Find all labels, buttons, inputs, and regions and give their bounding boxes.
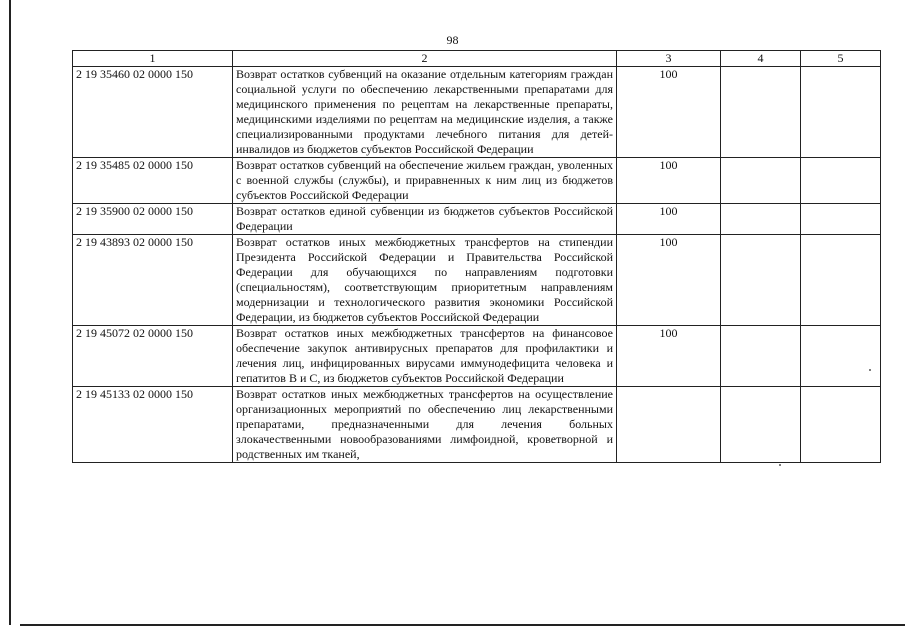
table-row <box>73 204 881 235</box>
row-code: 2 19 35460 02 0000 150 <box>73 67 233 158</box>
table-row <box>73 158 881 204</box>
row-code: 2 19 45072 02 0000 150 <box>73 326 233 387</box>
row-col-5 <box>801 235 881 326</box>
row-col-5 <box>801 158 881 204</box>
row-name: Возврат остатков субвенций на обеспечение жильем граждан, уволенных с военной службы (службы), и приравненных к ним лиц из бюджетов субъектов Российской Федерации <box>233 158 617 204</box>
table-row <box>73 326 881 387</box>
row-name: Возврат остатков иных межбюджетных трансфертов на осуществление организационных мероприятий по обеспечению лиц лекарственными препаратами, предназначенными для лечения больных злокачественными новообразованиями лимфоидной, кроветворной и родственных им тканей, <box>233 387 617 463</box>
column-header-1: 1 <box>73 51 233 67</box>
row-name: Возврат остатков иных межбюджетных трансфертов на финансовое обеспечение закупок антивирусных препаратов для профилактики и лечения лиц, инфицированных вирусами иммунодефицита человека и гепатитов В и С, из бюджетов субъектов Российской Федерации <box>233 326 617 387</box>
table-header-row <box>73 51 881 67</box>
row-col-5 <box>801 67 881 158</box>
table-row <box>73 235 881 326</box>
scan-left-edge-line <box>9 0 11 625</box>
row-col-4 <box>721 235 801 326</box>
row-name: Возврат остатков субвенций на оказание отдельным категориям граждан социальной услуги по обеспечению лекарственными препаратами для медицинского применения по рецептам на лекарственные препараты, медицинскими изделиями по рецептам на медицинские изделия, а также специализированными продуктами лечебного питания для детей-инвалидов из бюджетов субъектов Российской Федерации <box>233 67 617 158</box>
page-number: 98 <box>446 33 459 47</box>
row-col-4 <box>721 67 801 158</box>
scan-speck <box>779 464 781 466</box>
column-header-4: 4 <box>721 51 801 67</box>
row-amount: 100 <box>617 158 721 204</box>
column-header-2: 2 <box>233 51 617 67</box>
row-code: 2 19 43893 02 0000 150 <box>73 235 233 326</box>
row-col-4 <box>721 387 801 463</box>
column-header-3: 3 <box>617 51 721 67</box>
budget-table <box>72 50 881 463</box>
row-amount: 100 <box>617 326 721 387</box>
row-code: 2 19 35900 02 0000 150 <box>73 204 233 235</box>
row-col-4 <box>721 204 801 235</box>
row-amount <box>617 387 721 463</box>
row-col-5 <box>801 387 881 463</box>
table-row <box>73 387 881 463</box>
row-name: Возврат остатков иных межбюджетных трансфертов на стипендии Президента Российской Федерации и Правительства Российской Федерации для обучающихся по направлениям подготовки (специальностям), соответствующим приоритетным направлениям модернизации и технологического развития экономики Российской Федерации, из бюджетов субъектов Российской Федерации <box>233 235 617 326</box>
row-col-4 <box>721 326 801 387</box>
row-col-5 <box>801 204 881 235</box>
table-row <box>73 67 881 158</box>
row-col-5 <box>801 326 881 387</box>
row-code: 2 19 45133 02 0000 150 <box>73 387 233 463</box>
column-header-5: 5 <box>801 51 881 67</box>
row-name: Возврат остатков единой субвенции из бюджетов субъектов Российской Федерации <box>233 204 617 235</box>
row-amount: 100 <box>617 67 721 158</box>
row-amount: 100 <box>617 235 721 326</box>
row-code: 2 19 35485 02 0000 150 <box>73 158 233 204</box>
row-col-4 <box>721 158 801 204</box>
row-amount: 100 <box>617 204 721 235</box>
scan-bottom-edge-line <box>20 624 905 626</box>
